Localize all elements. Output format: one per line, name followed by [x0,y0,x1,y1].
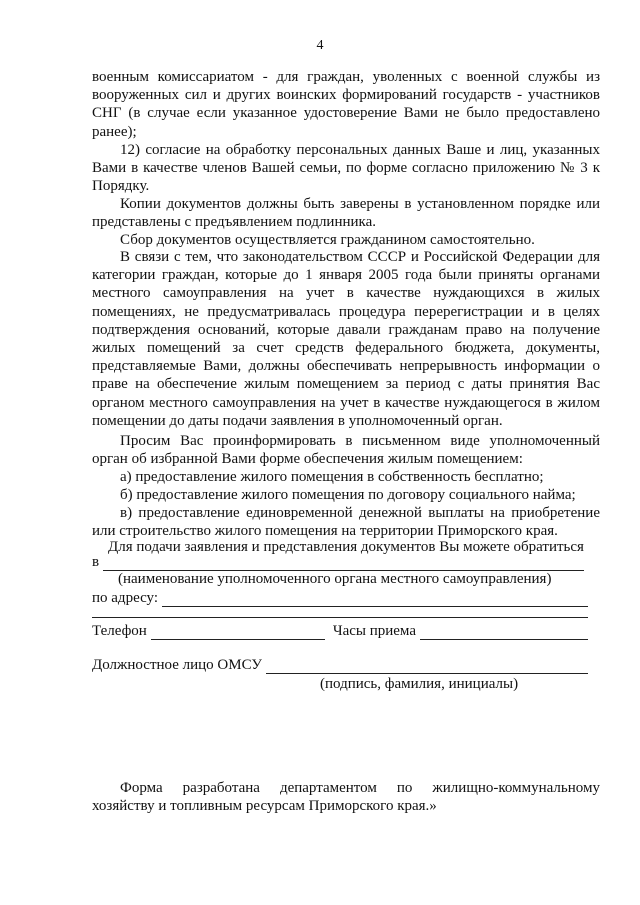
address-second-line[interactable] [92,617,588,618]
address-field[interactable] [92,589,588,607]
option-a: а) предоставление жилого помещения в собственность бесплатно; [120,469,544,485]
apply-text: Для подачи заявления и представления документов Вы можете обратиться [108,539,584,555]
phone-hours-row [92,622,588,640]
official-label: Должностное лицо ОМСУ [92,657,263,673]
hours-label: Часы приема [332,623,416,639]
address-underline[interactable] [162,592,588,607]
paragraph-continuation: военным комиссариатом - для граждан, уволенных с военной службы из вооруженных сил и других воинских формирований государств - участников СНГ (в случае если указанное удостоверение Вами не было предоставлено ранее); [92,69,600,140]
org-name-field[interactable] [92,553,584,571]
footer-line-2: хозяйству и топливным ресурсам Приморского края.» [92,798,437,814]
address-label: по адресу: [92,590,159,606]
official-underline[interactable] [266,659,588,674]
phone-underline[interactable] [151,625,325,640]
option-c: в) предоставление единовременной денежной выплаты на приобретение или строительство жилого помещения на территории Приморского края. [92,505,600,540]
paragraph-copies: Копии документов должны быть заверены в установленном порядке или представлены с предъявлением подлинника. [92,196,600,231]
prefix-v: в [92,554,100,570]
paragraph-request: Просим Вас проинформировать в письменном виде уполномоченный орган об избранной Вами форме обеспечения жилым помещением: [92,433,600,468]
footer-line-1: Форма разработана департаментом по жилищно-коммунальному [120,780,600,796]
official-field[interactable] [92,656,588,674]
hours-underline[interactable] [420,625,588,640]
phone-label: Телефон [92,623,147,639]
caption-signature: (подпись, фамилия, инициалы) [320,676,519,692]
paragraph-collection: Сбор документов осуществляется гражданином самостоятельно. [120,232,535,248]
paragraph-item-12: 12) согласие на обработку персональных данных Ваше и лиц, указанных Вами в качестве членов Вашей семьи, по форме согласно приложению № 3 к Порядку. [92,142,600,195]
option-b: б) предоставление жилого помещения по договору социального найма; [120,487,576,503]
paragraph-legislation: В связи с тем, что законодательством СССР и Российской Федерации для категории граждан, которые до 1 января 2005 года были приняты органами местного самоуправления на учет в качестве нуждающихся в жилых помещениях, не предусматривалась процедура перерегистрации и в целях подтверждения оснований, которые давали гражданам право на получение жилых помещений за счет средств федерального бюджета, документы, представляемые Вами, должны обеспечивать непрерывность информации о праве на обеспечение жилым помещением за период с даты принятия Вас органом местного самоуправления на учет в качестве нуждающегося в жилом помещении до даты подачи заявления в уполномоченный орган. [92,249,600,429]
caption-organization: (наименование уполномоченного органа местного самоуправления) [118,571,552,587]
page-number: 4 [316,38,324,53]
org-name-underline[interactable] [103,556,584,571]
